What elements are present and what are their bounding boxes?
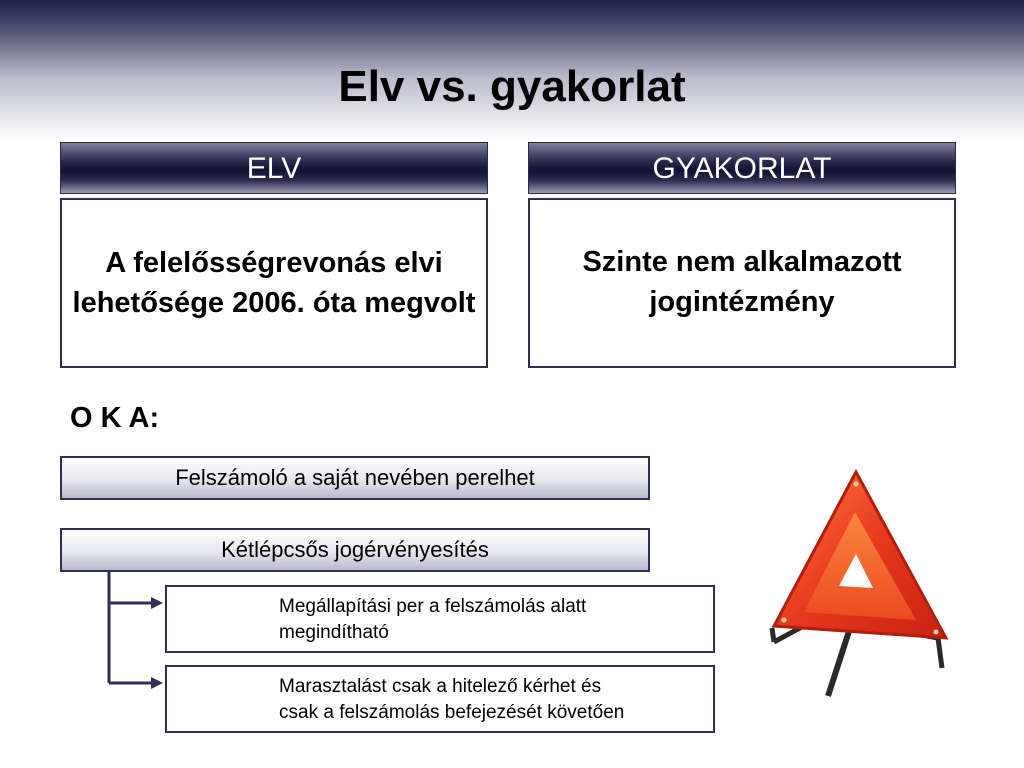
- reason-bar-1: Felszámoló a saját nevében perelhet: [60, 456, 650, 500]
- warning-triangle-icon: [760, 466, 960, 702]
- reason-bar-2: Kétlépcsős jogérvényesítés: [60, 528, 650, 572]
- elv-header: ELV: [60, 142, 488, 194]
- subitem-2: [165, 665, 715, 733]
- subitem-1-line-1: Megállapítási per a felszámolás alatt: [279, 596, 587, 617]
- subitem-1: [165, 585, 715, 653]
- subitem-1-line-2: megindítható: [279, 622, 389, 643]
- gyakorlat-text: Szinte nem alkalmazott jogintézmény: [582, 246, 902, 318]
- elv-text: A felelősségrevonás elvi lehetősége 2006. óta megvolt: [72, 247, 476, 319]
- subitem-2-line-1: Marasztalást csak a hitelező kérhet és: [279, 676, 602, 697]
- subitem-2-line-2: csak a felszámolás befejezését követően: [279, 702, 625, 723]
- reasons-heading: O K A:: [70, 402, 160, 434]
- gyakorlat-header: GYAKORLAT: [528, 142, 956, 194]
- page-title: Elv vs. gyakorlat: [338, 62, 686, 111]
